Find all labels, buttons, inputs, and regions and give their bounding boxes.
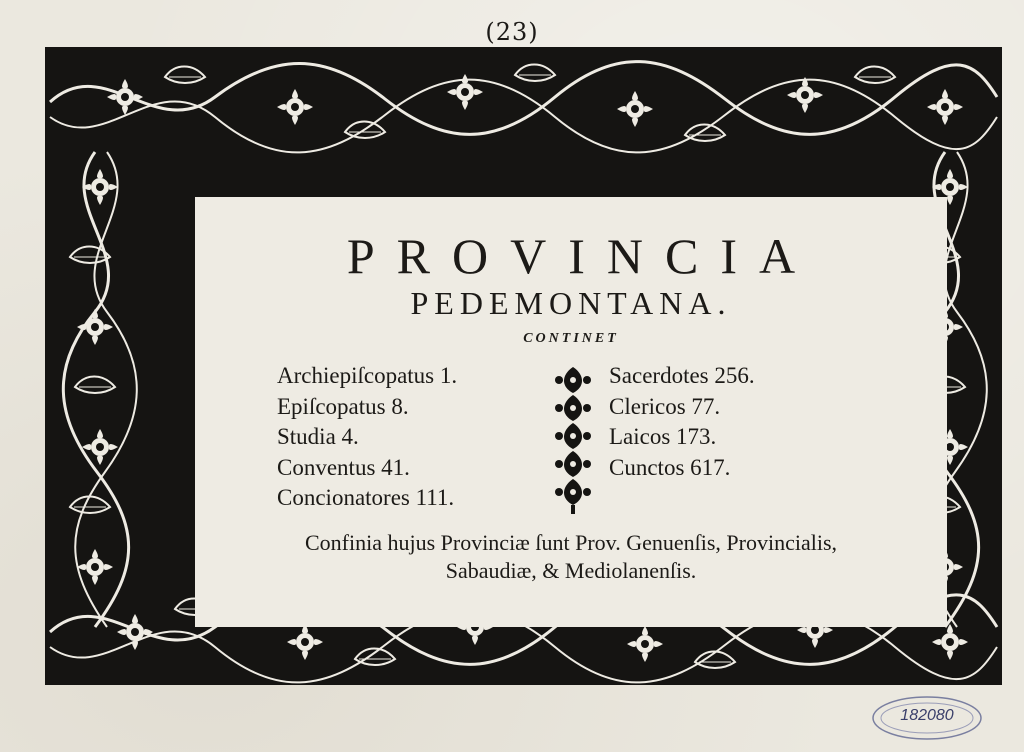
statistic-entry: Studia 4. — [277, 424, 359, 449]
statistics-left-column — [277, 361, 457, 514]
statistic-entry: Epiſcopatus 8. — [277, 393, 409, 419]
borders-paragraph — [195, 529, 947, 585]
statistic-entry: Archiepiſcopatus 1. — [277, 363, 458, 388]
statistic-entry: Concionatores 111. — [277, 485, 455, 510]
borders-line: Confinia hujus Provinciæ ſunt Prov. Genuenſis, Provincialis, — [304, 530, 838, 555]
library-stamp — [870, 694, 984, 742]
statistic-entry: Clericos 77. — [609, 393, 721, 419]
statistic-entry: Laicos 173. — [609, 424, 717, 449]
page-subtitle: PEDEMONTANA. — [410, 285, 732, 321]
statistic-entry: Sacerdotes 256. — [609, 363, 755, 388]
borders-line: Sabaudiæ, & Mediolanenſis. — [445, 558, 697, 583]
stamp-number: 182080 — [900, 707, 954, 724]
statistic-entry: Conventus 41. — [277, 454, 410, 480]
page-title: PROVINCIA — [346, 228, 818, 284]
statistics-right-column — [609, 361, 755, 483]
intro-word: CONTINET — [523, 331, 619, 346]
ornament-divider-icon — [551, 365, 595, 515]
ornamental-border — [45, 47, 1002, 685]
text-panel — [195, 197, 947, 627]
statistic-entry: Cunctos 617. — [609, 454, 731, 480]
page-number: (23) — [485, 18, 539, 46]
